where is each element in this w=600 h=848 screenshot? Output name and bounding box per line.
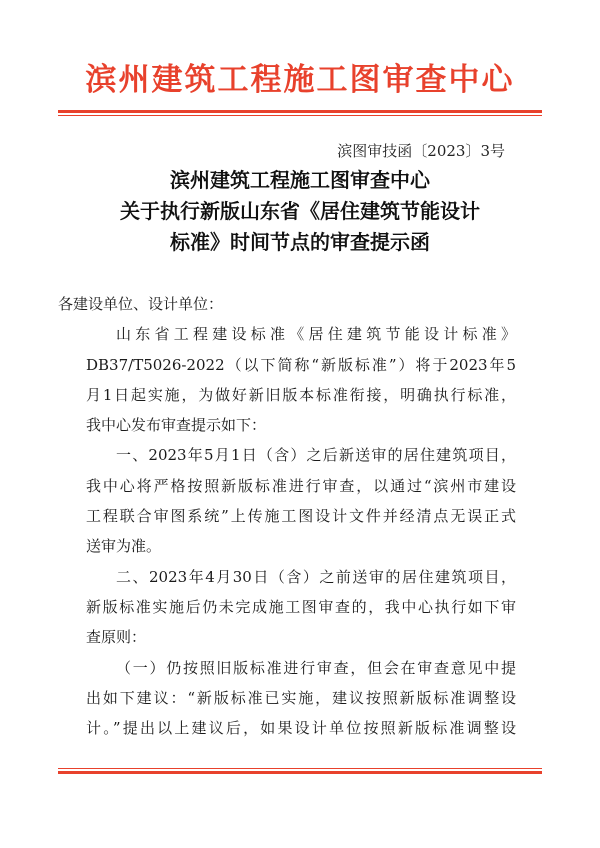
paragraph-line: 山东省工程建设标准《居住建筑节能设计标准》 (116, 325, 516, 344)
paragraph-line: 我中心将严格按照新版标准进行审查，以通过“滨州市建设 (86, 476, 516, 495)
title-line: 标准》时间节点的审查提示函 (170, 230, 430, 254)
footer-rule-thin (58, 768, 542, 769)
paragraph-line: （一）仍按照旧版标准进行审查，但会在审查意见中提 (116, 658, 516, 677)
paragraph-line: 计。”提出以上建议后，如果设计单位按照新版标准调整设 (86, 719, 516, 738)
document-body (58, 289, 516, 743)
letterhead-title: 滨州建筑工程施工图审查中心 (85, 62, 515, 98)
document-title (58, 165, 542, 258)
salutation: 各建设单位、设计单位： (58, 295, 224, 313)
paragraph (86, 440, 516, 561)
paragraph (86, 319, 516, 440)
paragraph-line: 月1日起实施，为做好新旧版本标准衔接，明确执行标准， (86, 385, 516, 404)
paragraph-line: 我中心发布审查提示如下： (86, 416, 267, 435)
paragraph-line: 二、2023年4月30日（含）之前送审的居住建筑项目， (116, 567, 516, 586)
letterhead-rule-thin (58, 115, 542, 116)
paragraph-line: 一、2023年5月1日（含）之后新送审的居住建筑项目， (116, 446, 516, 465)
title-line: 滨州建筑工程施工图审查中心 (170, 168, 430, 192)
paragraph-line: 新版标准实施后仍未完成施工图审查的，我中心执行如下审 (86, 597, 516, 616)
paragraph-line: 送审为准。 (86, 537, 162, 556)
footer-rule-thick (58, 771, 542, 774)
title-line: 关于执行新版山东省《居住建筑节能设计 (120, 199, 480, 223)
paragraph-line: 工程联合审图系统”上传施工图设计文件并经清点无误正式 (86, 507, 516, 526)
paragraph-line: 查原则： (86, 628, 147, 647)
document-number: 滨图审技函〔2023〕3号 (337, 142, 505, 160)
paragraph (86, 653, 516, 744)
letterhead-rule-thick (58, 110, 542, 113)
paragraph (86, 562, 516, 653)
paragraph-line: DB37/T5026-2022（以下简称“新版标准”）将于2023年5 (86, 355, 516, 374)
paragraph-line: 出如下建议：“新版标准已实施，建议按照新版标准调整设 (86, 688, 516, 707)
